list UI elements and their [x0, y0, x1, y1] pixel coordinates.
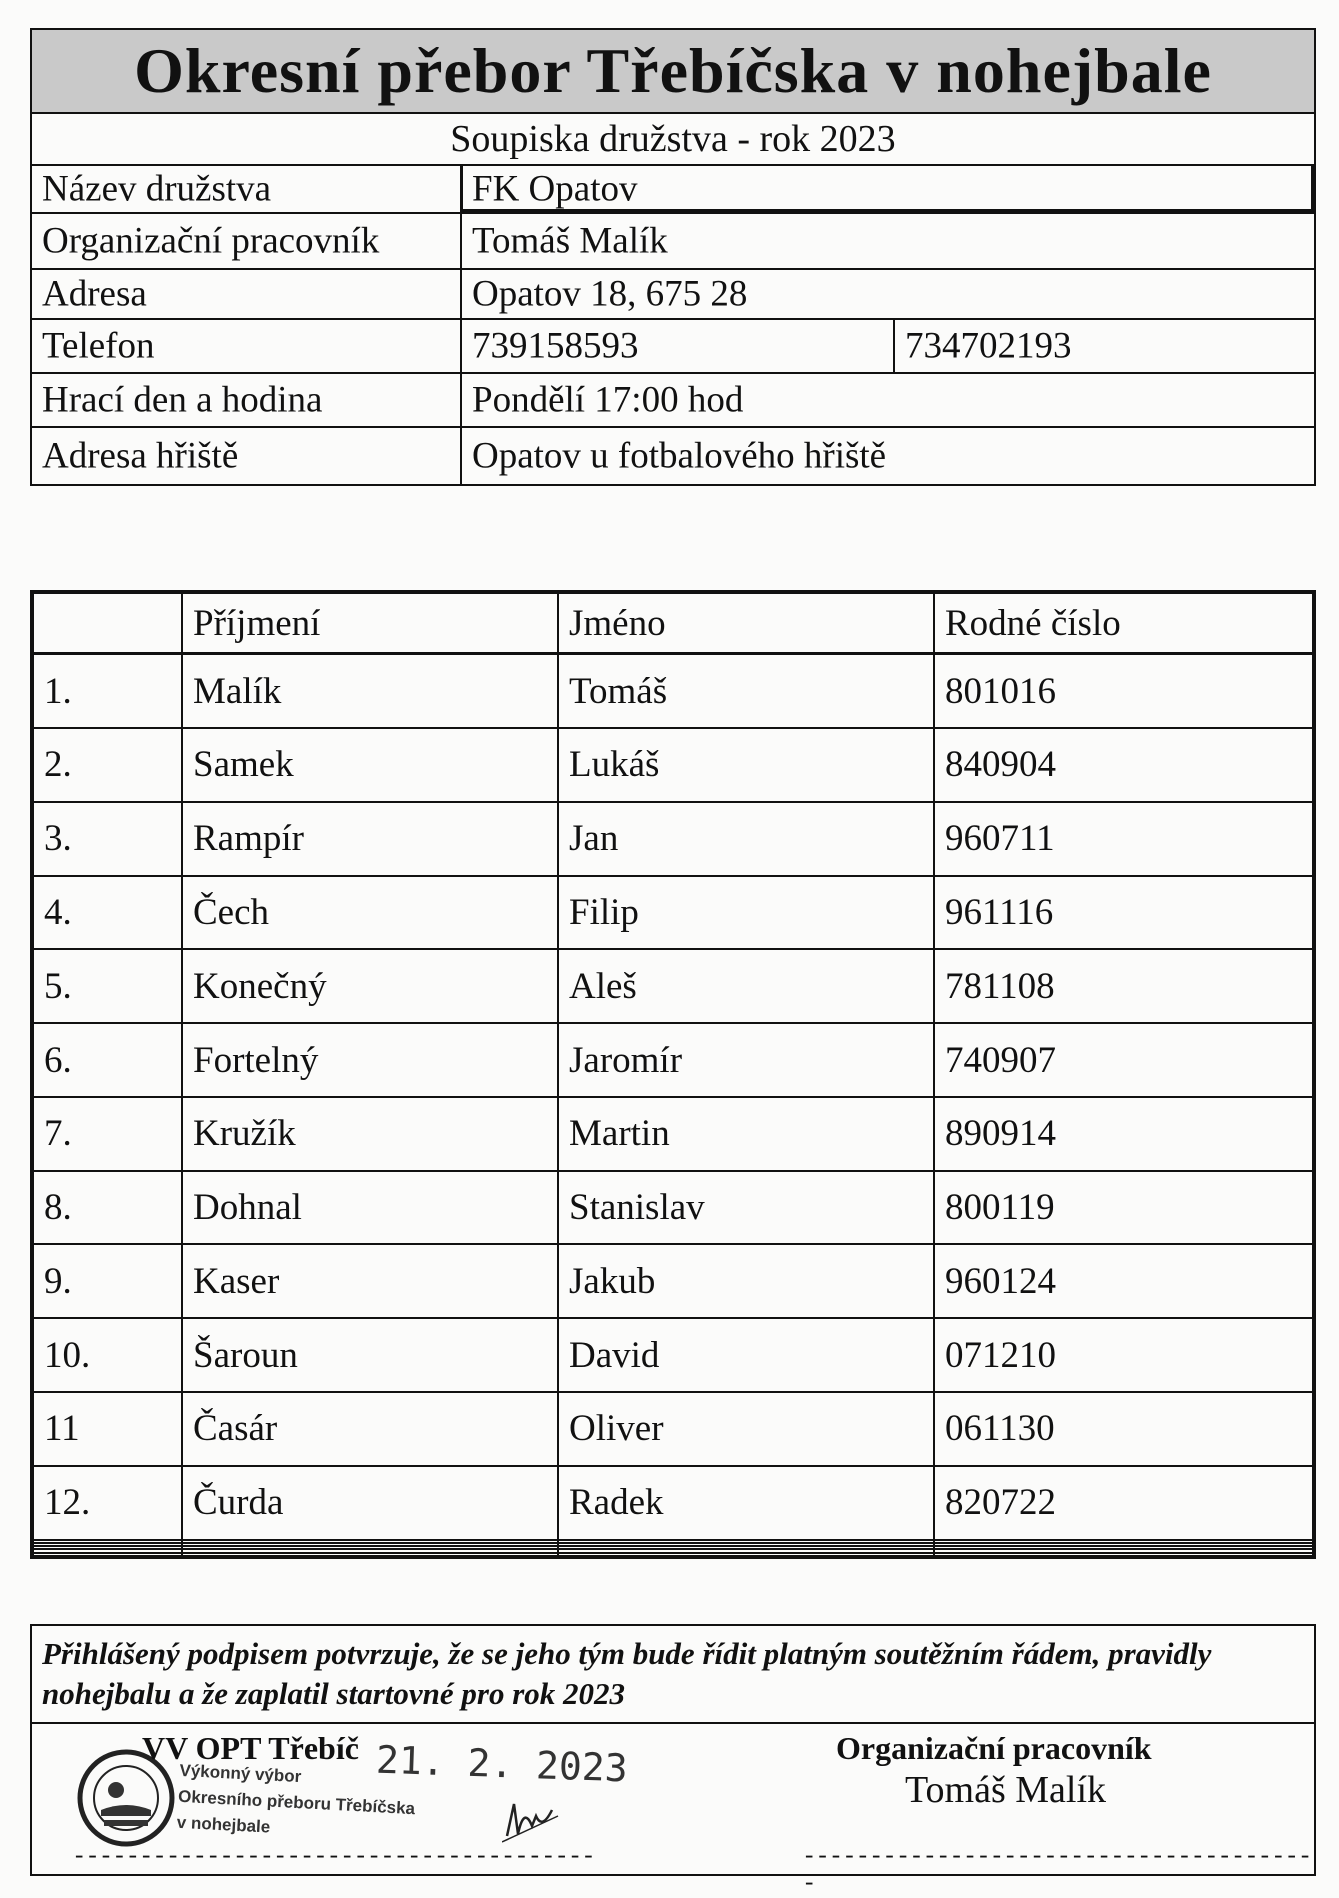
table-row [33, 876, 1313, 950]
table-row [33, 654, 1313, 729]
committee-signature-line: --------------------------------------- [72, 1844, 595, 1871]
birth-number-cell [934, 1553, 1313, 1556]
address-label: Adresa [42, 273, 147, 315]
row-number-cell [33, 1553, 182, 1556]
row-number-cell: 7. [33, 1097, 182, 1171]
surname-cell: Kružík [182, 1097, 558, 1171]
phone-label: Telefon [42, 325, 155, 367]
row-number-cell: 2. [33, 728, 182, 802]
team-name-label: Název družstva [42, 168, 272, 210]
stamp-line-1: Výkonný výbor [179, 1760, 302, 1787]
roster-table-container [30, 590, 1316, 1559]
first-name-cell: David [558, 1318, 934, 1392]
table-row [33, 1553, 1313, 1556]
subtitle-row [32, 114, 1314, 166]
committee-title: VV OPT Třebíč [142, 1730, 359, 1766]
title-bar [32, 30, 1314, 114]
table-row [33, 1318, 1313, 1392]
birth-number-cell: 840904 [934, 728, 1313, 802]
birth-number-cell: 781108 [934, 949, 1313, 1023]
organizer-signature-line: --------------------------------------- [802, 1844, 1312, 1898]
surname-cell: Konečný [182, 949, 558, 1023]
organizer-label: Organizační pracovník [42, 220, 380, 262]
column-header-birth-number: Rodné číslo [934, 593, 1313, 654]
page-title: Okresní přebor Třebíčska v nohejbale [134, 35, 1212, 106]
birth-number-cell: 801016 [934, 654, 1313, 729]
table-row [33, 1244, 1313, 1318]
surname-cell: Čurda [182, 1466, 558, 1540]
playday-value: Pondělí 17:00 hod [472, 379, 744, 421]
roster-table [32, 592, 1314, 1557]
table-row [33, 802, 1313, 876]
info-row-organizer [32, 214, 1314, 270]
first-name-cell: Radek [558, 1466, 934, 1540]
table-row [33, 1097, 1313, 1171]
surname-cell: Dohnal [182, 1171, 558, 1245]
row-number-cell: 3. [33, 802, 182, 876]
surname-cell: Čech [182, 876, 558, 950]
birth-number-cell: 740907 [934, 1023, 1313, 1097]
stamp-line-3: v nohejbale [176, 1812, 271, 1837]
first-name-cell: Martin [558, 1097, 934, 1171]
surname-cell: Fortelný [182, 1023, 558, 1097]
first-name-cell: Filip [558, 876, 934, 950]
surname-cell: Šaroun [182, 1318, 558, 1392]
court-value: Opatov u fotbalového hřiště [472, 435, 887, 477]
table-row [33, 1466, 1313, 1540]
table-row [33, 728, 1313, 802]
row-number-cell: 9. [33, 1244, 182, 1318]
birth-number-cell: 960711 [934, 802, 1313, 876]
signature-scribble-icon [502, 1796, 562, 1846]
row-number-cell: 8. [33, 1171, 182, 1245]
organizer-value: Tomáš Malík [472, 220, 668, 262]
playday-label: Hrací den a hodina [42, 379, 323, 421]
birth-number-cell: 800119 [934, 1171, 1313, 1245]
footer-declaration-box [30, 1624, 1316, 1898]
organizer-title: Organizační pracovník [836, 1730, 1152, 1766]
info-row-playday [32, 374, 1314, 428]
first-name-cell: Jakub [558, 1244, 934, 1318]
roster-header-form [30, 28, 1316, 486]
stamp-line-2: Okresního přeboru Třebíčska [177, 1786, 416, 1819]
surname-cell: Časár [182, 1392, 558, 1466]
first-name-cell: Lukáš [558, 728, 934, 802]
roster-header-row [33, 593, 1313, 654]
court-label: Adresa hřiště [42, 435, 239, 477]
birth-number-cell: 890914 [934, 1097, 1313, 1171]
table-row [33, 1171, 1313, 1245]
table-row [33, 1023, 1313, 1097]
first-name-cell: Aleš [558, 949, 934, 1023]
surname-cell: Rampír [182, 802, 558, 876]
row-number-cell: 10. [33, 1318, 182, 1392]
row-number-cell: 12. [33, 1466, 182, 1540]
info-row-court [32, 428, 1314, 484]
row-number-cell: 1. [33, 654, 182, 729]
column-header-surname: Příjmení [182, 593, 558, 654]
team-name-value: FK Opatov [472, 168, 638, 210]
row-number-cell: 11 [33, 1392, 182, 1466]
organizer-name: Tomáš Malík [905, 1769, 1107, 1811]
column-header-name: Jméno [558, 593, 934, 654]
roster-body [33, 654, 1313, 1557]
info-row-address [32, 270, 1314, 320]
first-name-cell: Jan [558, 802, 934, 876]
info-row-phone [32, 320, 1314, 374]
declaration-text: Přihlášený podpisem potvrzuje, že se jeho tým bude řídit platným soutěžním řádem, pravidly nohejbalu a že zaplatil startovné pro rok 2023 [42, 1636, 1212, 1711]
page-subtitle: Soupiska družstva - rok 2023 [450, 118, 896, 160]
info-row-team [32, 166, 1314, 214]
birth-number-cell: 961116 [934, 876, 1313, 950]
phone-value-1: 739158593 [472, 325, 639, 367]
birth-number-cell: 071210 [934, 1318, 1313, 1392]
surname-cell: Kaser [182, 1244, 558, 1318]
birth-number-cell: 820722 [934, 1466, 1313, 1540]
row-number-cell: 5. [33, 949, 182, 1023]
surname-cell [182, 1553, 558, 1556]
first-name-cell [558, 1553, 934, 1556]
table-row [33, 1392, 1313, 1466]
row-number-cell: 4. [33, 876, 182, 950]
birth-number-cell: 061130 [934, 1392, 1313, 1466]
first-name-cell: Jaromír [558, 1023, 934, 1097]
first-name-cell: Tomáš [558, 654, 934, 729]
column-header-number [33, 593, 182, 654]
surname-cell: Samek [182, 728, 558, 802]
birth-number-cell: 960124 [934, 1244, 1313, 1318]
row-number-cell: 6. [33, 1023, 182, 1097]
surname-cell: Malík [182, 654, 558, 729]
table-row [33, 949, 1313, 1023]
declaration-divider [32, 1722, 1314, 1724]
first-name-cell: Oliver [558, 1392, 934, 1466]
phone-value-2: 734702193 [905, 325, 1072, 367]
handwritten-date: 21. 2. 2023 [375, 1737, 629, 1791]
first-name-cell: Stanislav [558, 1171, 934, 1245]
address-value: Opatov 18, 675 28 [472, 273, 748, 315]
